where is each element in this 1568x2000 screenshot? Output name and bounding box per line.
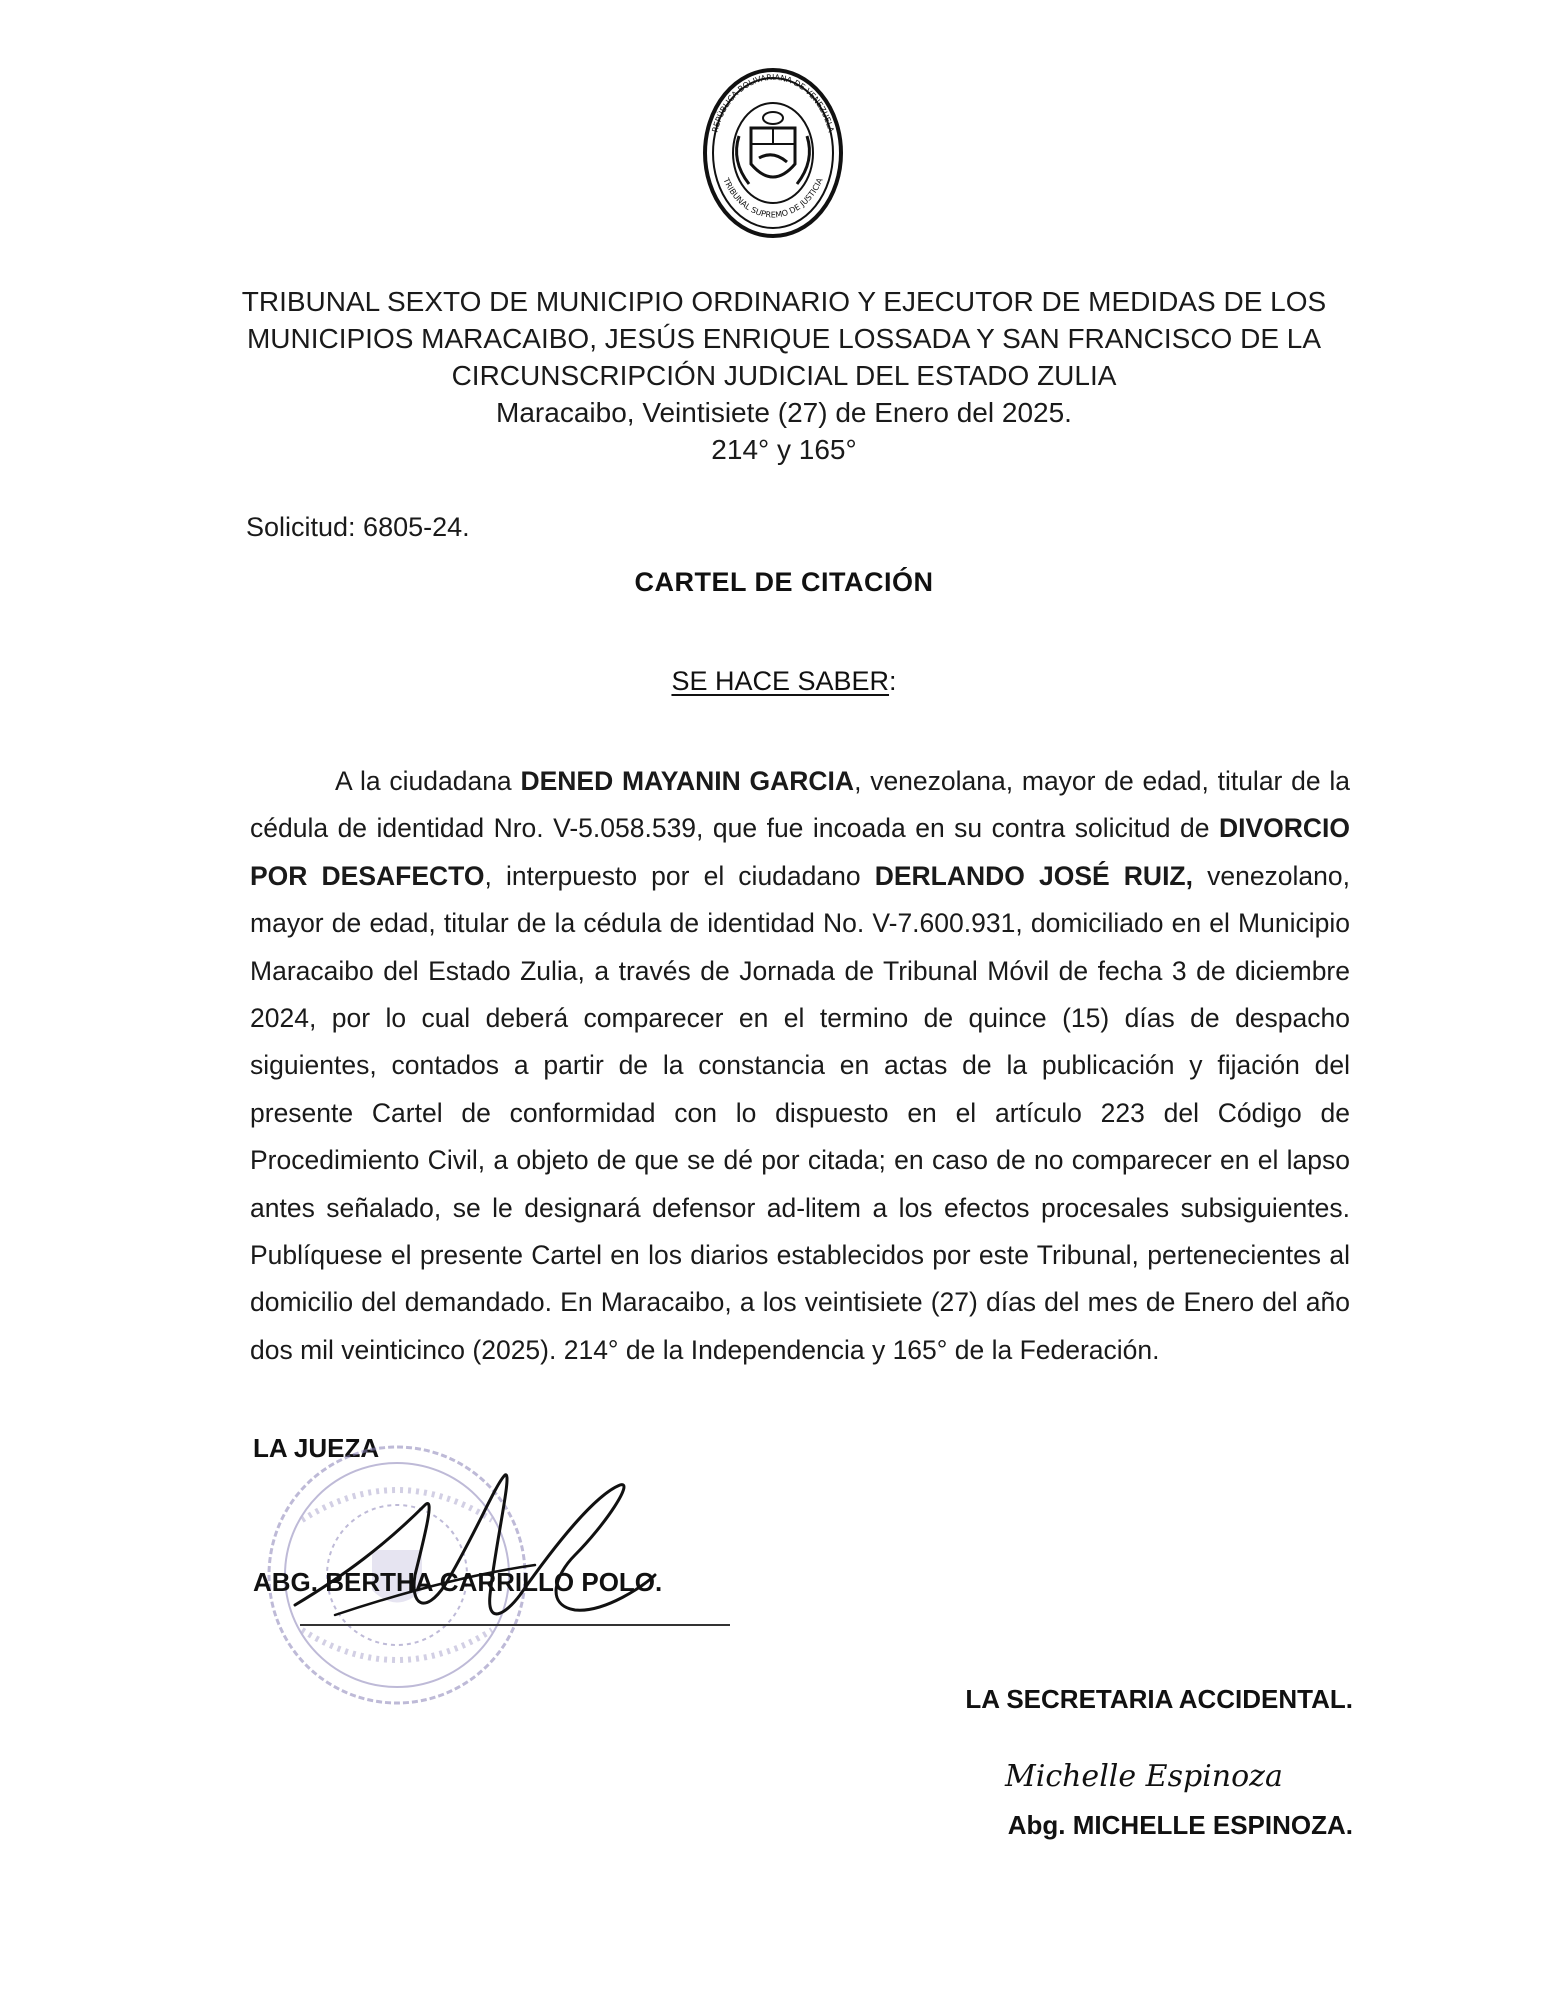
defendant-name: DENED MAYANIN GARCIA: [520, 766, 855, 796]
hace-saber-colon: :: [889, 666, 897, 696]
body-part-2: , venezolana, mayor de edad, titular de la cédula de identidad Nro. V-5.058.539, que fue incoada en su contra solicitud de: [250, 766, 1351, 844]
date-line: Maracaibo, Veintisiete (27) de Enero del 2025.: [496, 397, 1072, 428]
judge-name: ABG. BERTHA CARRILLO POLO.: [253, 1567, 663, 1597]
judge-signature: [275, 1465, 745, 1655]
solicitud-number: Solicitud: 6805-24.: [246, 512, 470, 542]
court-name-line-3: CIRCUNSCRIPCIÓN JUDICIAL DEL ESTADO ZULIA: [451, 360, 1117, 391]
secretary-signature-text: Michelle Espinoza: [1005, 1759, 1283, 1794]
judge-title: LA JUEZA: [253, 1433, 380, 1463]
court-name-line-2: MUNICIPIOS MARACAIBO, JESÚS ENRIQUE LOSSADA Y SAN FRANCISCO DE LA: [246, 323, 1322, 354]
secretary-name: Abg. MICHELLE ESPINOZA.: [1007, 1810, 1353, 1840]
hace-saber-text: SE HACE SABER: [671, 666, 890, 696]
body-part-4: venezolano, mayor de edad, titular de la cédula de identidad No. V-7.600.931, domiciliado en el Municipio Maracaibo del Estado Zulia, a través de Jornada de Tribunal Móvil de fecha 3 de diciembre 2024, por lo cual deberá comparecer en el termino de quince (15) días de despacho siguientes, contados a partir de la constancia en actas de la publicación y fijación del presente Cartel de conformidad con lo dispuesto en el artículo 223 del Código de Procedimiento Civil, a objeto de que se dé por citada; en caso de no comparecer en el lapso antes señalado, se le designará defensor ad-litem a los efectos procesales subsiguientes. Publíquese el presente Cartel en los diarios establecidos por este Tribunal, pertenecientes al domicilio del demandado. En Maracaibo, a los veintisiete (27) días del mes de Enero del año dos mil veinticinco (2025). 214° de la Independencia y 165° de la Federación.: [250, 860, 1351, 1365]
court-heading: [180, 283, 1388, 468]
document-title: CARTEL DE CITACIÓN: [634, 567, 934, 597]
court-seal-emblem: [701, 66, 846, 241]
hace-saber-heading: [0, 666, 1568, 697]
court-name-line-1: TRIBUNAL SEXTO DE MUNICIPIO ORDINARIO Y EJECUTOR DE MEDIDAS DE LOS: [241, 286, 1327, 317]
secretary-signature: [995, 1738, 1295, 1808]
body-part-1: A la ciudadana: [335, 766, 521, 796]
secretary-title: LA SECRETARIA ACCIDENTAL.: [965, 1684, 1353, 1714]
years-line: 214° y 165°: [711, 434, 857, 465]
body-paragraph: [250, 758, 1350, 1374]
judge-signature-line: [300, 1624, 730, 1626]
body-part-3: , interpuesto por el ciudadano: [484, 860, 875, 891]
case-type: DIVORCIO POR DESAFECTO: [250, 813, 1350, 891]
seal-arc-bottom-text: TRIBUNAL SUPREMO DE JUSTICIA: [721, 176, 825, 220]
plaintiff-name: DERLANDO JOSÉ RUIZ,: [874, 860, 1193, 891]
seal-arc-top-text: REPÚBLICA BOLIVARIANA DE VENEZUELA: [710, 72, 836, 134]
